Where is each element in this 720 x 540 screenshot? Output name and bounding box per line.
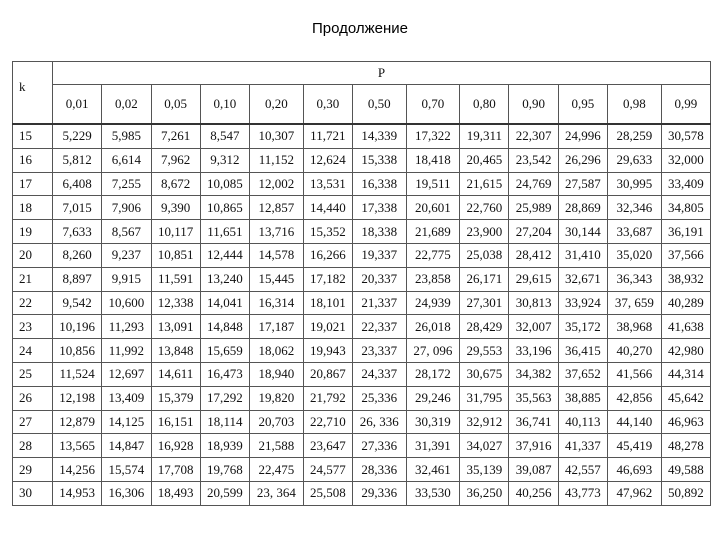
value-cell: 17,292 bbox=[200, 386, 249, 410]
p-header: P bbox=[53, 62, 711, 85]
value-cell: 30,813 bbox=[509, 291, 558, 315]
value-cell: 24,996 bbox=[558, 124, 607, 148]
value-cell: 12,697 bbox=[102, 362, 151, 386]
value-cell: 12,002 bbox=[250, 172, 304, 196]
table-row bbox=[13, 196, 711, 220]
value-cell: 9,915 bbox=[102, 267, 151, 291]
value-cell: 35,563 bbox=[509, 386, 558, 410]
value-cell: 8,672 bbox=[151, 172, 200, 196]
value-cell: 50,892 bbox=[661, 481, 710, 505]
value-cell: 12,857 bbox=[250, 196, 304, 220]
value-cell: 20,337 bbox=[352, 267, 406, 291]
value-cell: 22,710 bbox=[303, 410, 352, 434]
value-cell: 10,851 bbox=[151, 243, 200, 267]
value-cell: 29,633 bbox=[608, 148, 662, 172]
value-cell: 17,182 bbox=[303, 267, 352, 291]
chi-square-table bbox=[12, 61, 711, 506]
k-cell: 20 bbox=[13, 243, 53, 267]
table-row bbox=[13, 362, 711, 386]
value-cell: 14,125 bbox=[102, 410, 151, 434]
p-value-header: 0,02 bbox=[102, 85, 151, 125]
value-cell: 20,465 bbox=[460, 148, 509, 172]
value-cell: 27,204 bbox=[509, 220, 558, 244]
value-cell: 36,415 bbox=[558, 339, 607, 363]
value-cell: 17,187 bbox=[250, 315, 304, 339]
k-cell: 27 bbox=[13, 410, 53, 434]
value-cell: 7,962 bbox=[151, 148, 200, 172]
value-cell: 38,885 bbox=[558, 386, 607, 410]
value-cell: 23,647 bbox=[303, 434, 352, 458]
value-cell: 22,760 bbox=[460, 196, 509, 220]
value-cell: 17,322 bbox=[406, 124, 460, 148]
value-cell: 18,940 bbox=[250, 362, 304, 386]
value-cell: 36,343 bbox=[608, 267, 662, 291]
value-cell: 32,346 bbox=[608, 196, 662, 220]
value-cell: 10,117 bbox=[151, 220, 200, 244]
value-cell: 18,939 bbox=[200, 434, 249, 458]
k-cell: 30 bbox=[13, 481, 53, 505]
value-cell: 8,260 bbox=[53, 243, 102, 267]
value-cell: 10,085 bbox=[200, 172, 249, 196]
value-cell: 39,087 bbox=[509, 458, 558, 482]
table-row bbox=[13, 434, 711, 458]
table-row bbox=[13, 481, 711, 505]
value-cell: 42,856 bbox=[608, 386, 662, 410]
value-cell: 11,651 bbox=[200, 220, 249, 244]
value-cell: 7,261 bbox=[151, 124, 200, 148]
k-cell: 25 bbox=[13, 362, 53, 386]
value-cell: 16,338 bbox=[352, 172, 406, 196]
k-cell: 15 bbox=[13, 124, 53, 148]
value-cell: 13,565 bbox=[53, 434, 102, 458]
value-cell: 35,020 bbox=[608, 243, 662, 267]
p-value-header: 0,10 bbox=[200, 85, 249, 125]
k-cell: 28 bbox=[13, 434, 53, 458]
value-cell: 9,390 bbox=[151, 196, 200, 220]
value-cell: 18,114 bbox=[200, 410, 249, 434]
value-cell: 40,113 bbox=[558, 410, 607, 434]
value-cell: 19,943 bbox=[303, 339, 352, 363]
value-cell: 14,847 bbox=[102, 434, 151, 458]
value-cell: 38,968 bbox=[608, 315, 662, 339]
value-cell: 26,171 bbox=[460, 267, 509, 291]
value-cell: 19,311 bbox=[460, 124, 509, 148]
table-row bbox=[13, 124, 711, 148]
value-cell: 15,352 bbox=[303, 220, 352, 244]
k-cell: 23 bbox=[13, 315, 53, 339]
value-cell: 36,741 bbox=[509, 410, 558, 434]
value-cell: 14,611 bbox=[151, 362, 200, 386]
table-row bbox=[13, 243, 711, 267]
k-cell: 26 bbox=[13, 386, 53, 410]
value-cell: 6,408 bbox=[53, 172, 102, 196]
value-cell: 16,928 bbox=[151, 434, 200, 458]
p-value-header: 0,99 bbox=[661, 85, 710, 125]
value-cell: 19,768 bbox=[200, 458, 249, 482]
p-value-header: 0,90 bbox=[509, 85, 558, 125]
value-cell: 5,985 bbox=[102, 124, 151, 148]
value-cell: 16,314 bbox=[250, 291, 304, 315]
value-cell: 15,445 bbox=[250, 267, 304, 291]
value-cell: 25,336 bbox=[352, 386, 406, 410]
value-cell: 22,307 bbox=[509, 124, 558, 148]
value-cell: 29,336 bbox=[352, 481, 406, 505]
table-row bbox=[13, 339, 711, 363]
value-cell: 28,259 bbox=[608, 124, 662, 148]
value-cell: 30,675 bbox=[460, 362, 509, 386]
value-cell: 18,338 bbox=[352, 220, 406, 244]
value-cell: 33,687 bbox=[608, 220, 662, 244]
value-cell: 38,932 bbox=[661, 267, 710, 291]
value-cell: 21,792 bbox=[303, 386, 352, 410]
value-cell: 32,461 bbox=[406, 458, 460, 482]
table-row bbox=[13, 315, 711, 339]
k-cell: 18 bbox=[13, 196, 53, 220]
value-cell: 34,382 bbox=[509, 362, 558, 386]
value-cell: 9,237 bbox=[102, 243, 151, 267]
value-cell: 17,708 bbox=[151, 458, 200, 482]
value-cell: 23,337 bbox=[352, 339, 406, 363]
table-body bbox=[13, 124, 711, 505]
value-cell: 19,337 bbox=[352, 243, 406, 267]
value-cell: 9,542 bbox=[53, 291, 102, 315]
value-cell: 9,312 bbox=[200, 148, 249, 172]
value-cell: 32,912 bbox=[460, 410, 509, 434]
value-cell: 41,337 bbox=[558, 434, 607, 458]
value-cell: 17,338 bbox=[352, 196, 406, 220]
value-cell: 41,566 bbox=[608, 362, 662, 386]
value-cell: 13,240 bbox=[200, 267, 249, 291]
value-cell: 42,980 bbox=[661, 339, 710, 363]
value-cell: 32,671 bbox=[558, 267, 607, 291]
k-cell: 16 bbox=[13, 148, 53, 172]
value-cell: 26,296 bbox=[558, 148, 607, 172]
value-cell: 25,989 bbox=[509, 196, 558, 220]
value-cell: 30,578 bbox=[661, 124, 710, 148]
value-cell: 11,524 bbox=[53, 362, 102, 386]
table-row bbox=[13, 220, 711, 244]
value-cell: 10,865 bbox=[200, 196, 249, 220]
value-cell: 25,038 bbox=[460, 243, 509, 267]
table-row bbox=[13, 386, 711, 410]
value-cell: 12,444 bbox=[200, 243, 249, 267]
value-cell: 11,591 bbox=[151, 267, 200, 291]
value-cell: 5,812 bbox=[53, 148, 102, 172]
value-cell: 7,906 bbox=[102, 196, 151, 220]
value-cell: 37, 659 bbox=[608, 291, 662, 315]
value-cell: 46,693 bbox=[608, 458, 662, 482]
value-cell: 23,900 bbox=[460, 220, 509, 244]
p-value-header: 0,05 bbox=[151, 85, 200, 125]
value-cell: 40,256 bbox=[509, 481, 558, 505]
value-cell: 28,429 bbox=[460, 315, 509, 339]
value-cell: 20,703 bbox=[250, 410, 304, 434]
value-cell: 21,337 bbox=[352, 291, 406, 315]
page-title: Продолжение bbox=[311, 20, 409, 37]
value-cell: 32,007 bbox=[509, 315, 558, 339]
value-cell: 27,336 bbox=[352, 434, 406, 458]
value-cell: 45,642 bbox=[661, 386, 710, 410]
value-cell: 28,412 bbox=[509, 243, 558, 267]
value-cell: 46,963 bbox=[661, 410, 710, 434]
value-cell: 13,409 bbox=[102, 386, 151, 410]
value-cell: 24,769 bbox=[509, 172, 558, 196]
k-cell: 19 bbox=[13, 220, 53, 244]
value-cell: 19,820 bbox=[250, 386, 304, 410]
value-cell: 20,601 bbox=[406, 196, 460, 220]
value-cell: 29,615 bbox=[509, 267, 558, 291]
value-cell: 18,062 bbox=[250, 339, 304, 363]
value-cell: 22,475 bbox=[250, 458, 304, 482]
value-cell: 6,614 bbox=[102, 148, 151, 172]
value-cell: 36,250 bbox=[460, 481, 509, 505]
value-cell: 42,557 bbox=[558, 458, 607, 482]
value-cell: 15,379 bbox=[151, 386, 200, 410]
value-cell: 14,256 bbox=[53, 458, 102, 482]
value-cell: 23,542 bbox=[509, 148, 558, 172]
value-cell: 31,410 bbox=[558, 243, 607, 267]
value-cell: 14,848 bbox=[200, 315, 249, 339]
value-cell: 22,775 bbox=[406, 243, 460, 267]
p-value-header: 0,30 bbox=[303, 85, 352, 125]
k-header: k bbox=[13, 62, 53, 125]
value-cell: 13,091 bbox=[151, 315, 200, 339]
value-cell: 18,418 bbox=[406, 148, 460, 172]
value-cell: 8,567 bbox=[102, 220, 151, 244]
p-values-row bbox=[13, 85, 711, 125]
k-cell: 22 bbox=[13, 291, 53, 315]
p-value-header: 0,20 bbox=[250, 85, 304, 125]
value-cell: 44,314 bbox=[661, 362, 710, 386]
value-cell: 16,473 bbox=[200, 362, 249, 386]
value-cell: 18,101 bbox=[303, 291, 352, 315]
value-cell: 47,962 bbox=[608, 481, 662, 505]
value-cell: 27,587 bbox=[558, 172, 607, 196]
table-row bbox=[13, 267, 711, 291]
value-cell: 8,547 bbox=[200, 124, 249, 148]
value-cell: 7,633 bbox=[53, 220, 102, 244]
p-value-header: 0,98 bbox=[608, 85, 662, 125]
value-cell: 28,172 bbox=[406, 362, 460, 386]
value-cell: 33,924 bbox=[558, 291, 607, 315]
value-cell: 10,196 bbox=[53, 315, 102, 339]
table-row bbox=[13, 291, 711, 315]
value-cell: 21,588 bbox=[250, 434, 304, 458]
value-cell: 37,916 bbox=[509, 434, 558, 458]
p-value-header: 0,80 bbox=[460, 85, 509, 125]
p-value-header: 0,01 bbox=[53, 85, 102, 125]
value-cell: 27,301 bbox=[460, 291, 509, 315]
value-cell: 8,897 bbox=[53, 267, 102, 291]
value-cell: 26, 336 bbox=[352, 410, 406, 434]
value-cell: 13,716 bbox=[250, 220, 304, 244]
value-cell: 14,953 bbox=[53, 481, 102, 505]
value-cell: 30,995 bbox=[608, 172, 662, 196]
value-cell: 5,229 bbox=[53, 124, 102, 148]
value-cell: 29,553 bbox=[460, 339, 509, 363]
p-value-header: 0,70 bbox=[406, 85, 460, 125]
value-cell: 11,721 bbox=[303, 124, 352, 148]
value-cell: 31,391 bbox=[406, 434, 460, 458]
value-cell: 26,018 bbox=[406, 315, 460, 339]
value-cell: 23,858 bbox=[406, 267, 460, 291]
value-cell: 10,307 bbox=[250, 124, 304, 148]
value-cell: 40,289 bbox=[661, 291, 710, 315]
value-cell: 15,574 bbox=[102, 458, 151, 482]
value-cell: 28,869 bbox=[558, 196, 607, 220]
value-cell: 19,511 bbox=[406, 172, 460, 196]
value-cell: 25,508 bbox=[303, 481, 352, 505]
value-cell: 49,588 bbox=[661, 458, 710, 482]
value-cell: 35,172 bbox=[558, 315, 607, 339]
value-cell: 15,659 bbox=[200, 339, 249, 363]
value-cell: 12,879 bbox=[53, 410, 102, 434]
value-cell: 43,773 bbox=[558, 481, 607, 505]
value-cell: 29,246 bbox=[406, 386, 460, 410]
table-row bbox=[13, 410, 711, 434]
value-cell: 13,531 bbox=[303, 172, 352, 196]
value-cell: 33,530 bbox=[406, 481, 460, 505]
value-cell: 37,652 bbox=[558, 362, 607, 386]
value-cell: 11,293 bbox=[102, 315, 151, 339]
value-cell: 14,339 bbox=[352, 124, 406, 148]
value-cell: 19,021 bbox=[303, 315, 352, 339]
value-cell: 34,805 bbox=[661, 196, 710, 220]
value-cell: 14,578 bbox=[250, 243, 304, 267]
value-cell: 12,198 bbox=[53, 386, 102, 410]
value-cell: 45,419 bbox=[608, 434, 662, 458]
value-cell: 22,337 bbox=[352, 315, 406, 339]
value-cell: 33,409 bbox=[661, 172, 710, 196]
value-cell: 36,191 bbox=[661, 220, 710, 244]
value-cell: 27, 096 bbox=[406, 339, 460, 363]
table-row bbox=[13, 458, 711, 482]
value-cell: 16,266 bbox=[303, 243, 352, 267]
value-cell: 12,624 bbox=[303, 148, 352, 172]
p-value-header: 0,95 bbox=[558, 85, 607, 125]
value-cell: 24,337 bbox=[352, 362, 406, 386]
value-cell: 18,493 bbox=[151, 481, 200, 505]
value-cell: 21,689 bbox=[406, 220, 460, 244]
value-cell: 32,000 bbox=[661, 148, 710, 172]
value-cell: 20,599 bbox=[200, 481, 249, 505]
value-cell: 14,440 bbox=[303, 196, 352, 220]
value-cell: 35,139 bbox=[460, 458, 509, 482]
value-cell: 20,867 bbox=[303, 362, 352, 386]
value-cell: 40,270 bbox=[608, 339, 662, 363]
value-cell: 7,015 bbox=[53, 196, 102, 220]
value-cell: 11,152 bbox=[250, 148, 304, 172]
value-cell: 48,278 bbox=[661, 434, 710, 458]
value-cell: 30,319 bbox=[406, 410, 460, 434]
value-cell: 41,638 bbox=[661, 315, 710, 339]
value-cell: 31,795 bbox=[460, 386, 509, 410]
table-row bbox=[13, 148, 711, 172]
table-row bbox=[13, 172, 711, 196]
value-cell: 13,848 bbox=[151, 339, 200, 363]
value-cell: 24,939 bbox=[406, 291, 460, 315]
value-cell: 12,338 bbox=[151, 291, 200, 315]
value-cell: 10,856 bbox=[53, 339, 102, 363]
value-cell: 15,338 bbox=[352, 148, 406, 172]
k-cell: 29 bbox=[13, 458, 53, 482]
value-cell: 24,577 bbox=[303, 458, 352, 482]
value-cell: 16,306 bbox=[102, 481, 151, 505]
p-value-header: 0,50 bbox=[352, 85, 406, 125]
value-cell: 11,992 bbox=[102, 339, 151, 363]
k-cell: 24 bbox=[13, 339, 53, 363]
value-cell: 30,144 bbox=[558, 220, 607, 244]
value-cell: 44,140 bbox=[608, 410, 662, 434]
value-cell: 14,041 bbox=[200, 291, 249, 315]
k-cell: 17 bbox=[13, 172, 53, 196]
value-cell: 7,255 bbox=[102, 172, 151, 196]
value-cell: 23, 364 bbox=[250, 481, 304, 505]
value-cell: 28,336 bbox=[352, 458, 406, 482]
k-cell: 21 bbox=[13, 267, 53, 291]
value-cell: 34,027 bbox=[460, 434, 509, 458]
value-cell: 33,196 bbox=[509, 339, 558, 363]
value-cell: 16,151 bbox=[151, 410, 200, 434]
value-cell: 21,615 bbox=[460, 172, 509, 196]
value-cell: 37,566 bbox=[661, 243, 710, 267]
value-cell: 10,600 bbox=[102, 291, 151, 315]
